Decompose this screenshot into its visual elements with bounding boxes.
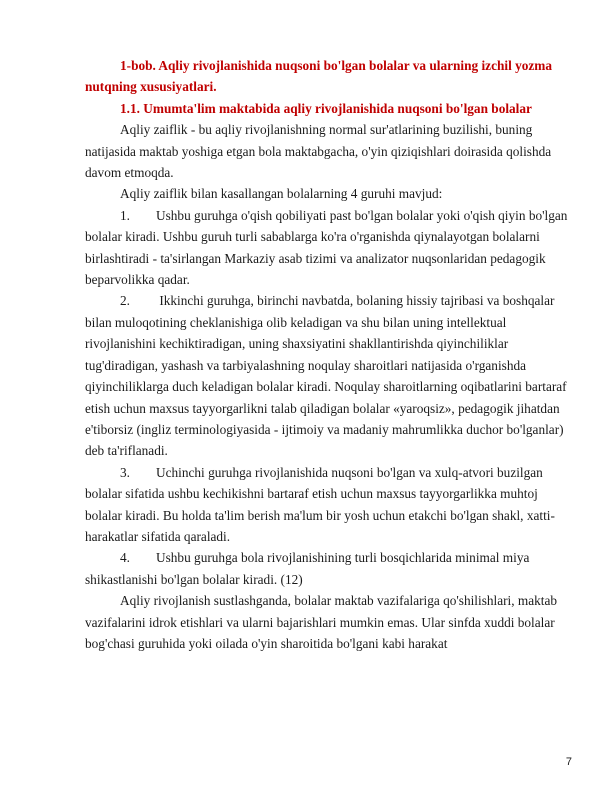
page-number: 7 (565, 756, 572, 768)
list-item-number: 2. (120, 293, 130, 309)
list-item-text: Ushbu guruhga bola rivojlanishining turli bosqichlarida minimal miya shikastlanishi bo'lgan bolalar kiradi. (12) (85, 550, 530, 587)
list-item-number: 4. (120, 550, 130, 566)
list-item-text: Ikkinchi guruhga, birinchi navbatda, bolaning hissiy tajribasi va boshqalar bilan muloqotining cheklanishiga olib keladigan va shu bilan uning intellektual rivojlanishini kechiktiradigan, uning shaxsiyatini shakllantirishda qiyinchiliklar tug'diradigan, yashash va tarbiyalashning noqulay sharoitlari natijasida o'rganishda qiyinchiliklarga duch keladigan bolalar kiradi. Noqulay sharoitlarning oqibatlarini bartaraf etish uchun maxsus tayyorgarlikni talab qiladigan bolalar «yaroqsiz», pedagogik jihatdan e'tiborsiz (ingliz terminologiyasida - ijtimoiy va madaniy mahrumlikka duchor bo'lganlar) deb ta'riflanadi. (85, 293, 567, 459)
body-paragraph: Aqliy rivojlanish sustlashganda, bolalar maktab vazifalariga qo'shilishlari, maktab vazifalarini idrok etishlari va ularni bajarishlari mumkin emas. Ular sinfda xuddi bolalar bog'chasi guruhida yoki oilada o'yin sharoitida bo'lgani kabi harakat (85, 593, 558, 651)
list-item-text: Ushbu guruhga o'qish qobiliyati past bo'lgan bolalar yoki o'qish qiyin bo'lgan bolalar kiradi. Ushbu guruh turli sabablarga ko'ra o'rganishda qiynalayotgan bolalarni birlashtiradi - ta'sirlangan Markaziy asab tizimi va analizator nuqsonlaridan pedagogik beparvolikka qadar. (85, 207, 568, 288)
section-heading: 1.1. Umumta'lim maktabida aqliy rivojlanishida nuqsoni bo'lgan bolalar (120, 100, 532, 116)
chapter-heading: 1-bob. Aqliy rivojlanishida nuqsoni bo'lgan bolalar va ularning izchil yozma nutqning xususiyatlari. (85, 58, 553, 95)
page-content (85, 55, 569, 654)
list-item (85, 462, 569, 548)
list-item (85, 205, 569, 291)
list-item-text: Uchinchi guruhga rivojlanishida nuqsoni bo'lgan va xulq-atvori buzilgan bolalar sifatida ushbu kechikishni bartaraf etish uchun maxsus tayyorgarlikka muhtoj bolalar kiradi. Bu holda ta'lim berish ma'lum bir yosh uchun etakchi bo'lgan shakl, xatti-harakatlar sifatida qaraladi. (85, 464, 555, 544)
list-item (85, 290, 569, 461)
list-item (85, 547, 569, 590)
body-paragraph: Aqliy zaiflik bilan kasallangan bolalarning 4 guruhi mavjud: (120, 186, 443, 202)
list-item-number: 3. (120, 464, 130, 480)
list-item-number: 1. (120, 207, 130, 223)
body-paragraph: Aqliy zaiflik - bu aqliy rivojlanishning normal sur'atlarining buzilishi, buning natijasida maktab yoshiga etgan bola maktabgacha, o'yin qiziqishlari doirasida qolishda davom etmoqda. (85, 122, 552, 181)
